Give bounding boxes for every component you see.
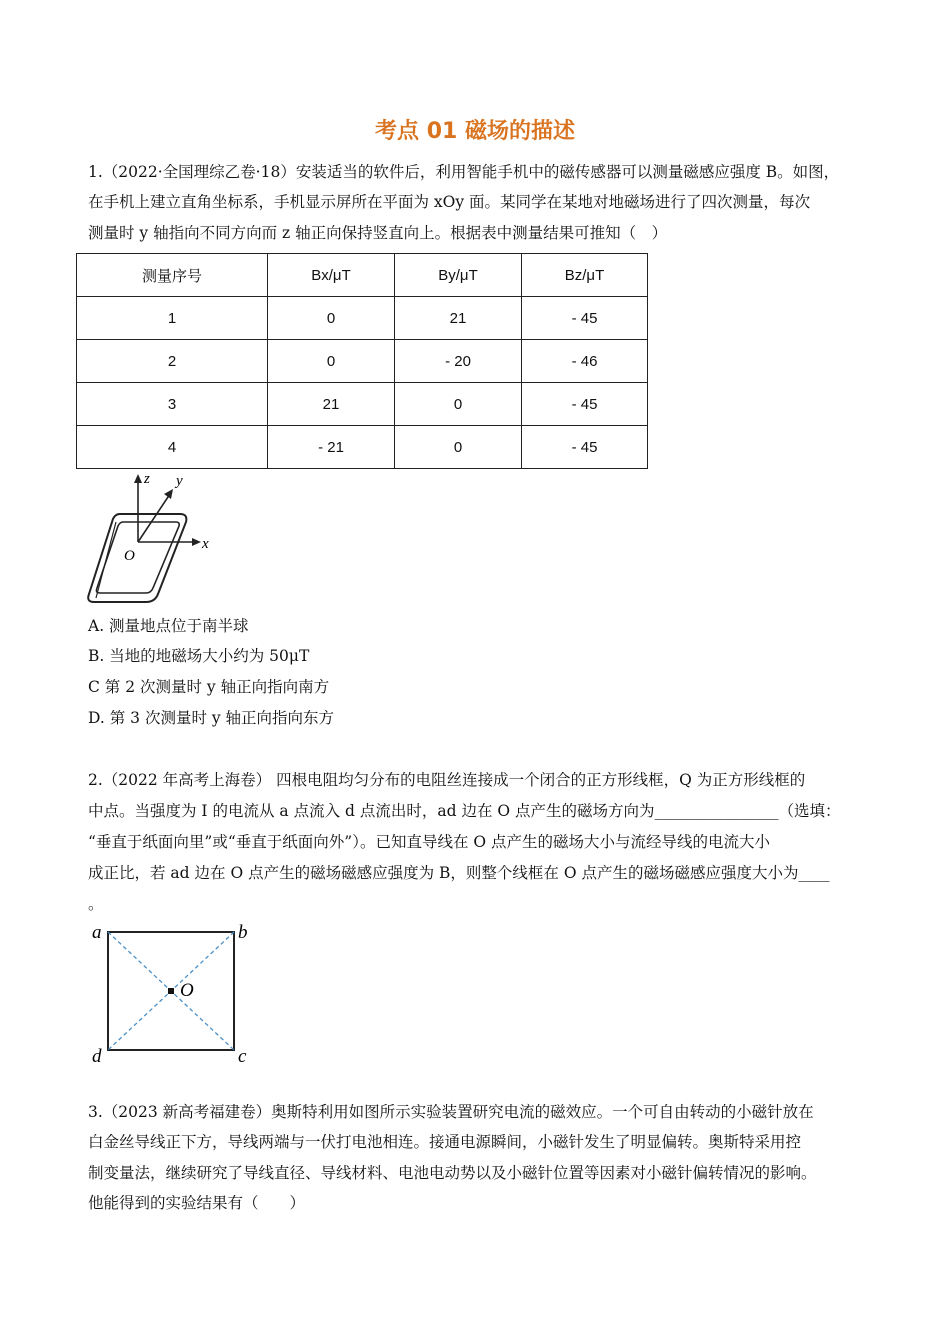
q1-option-a[interactable]: A. 测量地点位于南半球 bbox=[88, 617, 249, 635]
table-header-cell: By/μT bbox=[395, 254, 522, 297]
q3-line-3: 制变量法，继续研究了导线直径、导线材料、电池电动势以及小磁针位置等因素对小磁针偏转情况的影响。 bbox=[88, 1164, 817, 1182]
table-row bbox=[77, 383, 648, 426]
vertex-c-label: c bbox=[238, 1046, 247, 1064]
vertex-b-label: b bbox=[238, 922, 248, 943]
z-axis-label: z bbox=[144, 471, 150, 487]
table-cell: 4 bbox=[77, 426, 268, 469]
table-row bbox=[77, 426, 648, 469]
table-cell: - 21 bbox=[268, 426, 395, 469]
page-title: 考点 01 磁场的描述 bbox=[375, 119, 575, 144]
q1-line-1: 1.（2022·全国理综乙卷·18）安装适当的软件后，利用智能手机中的磁传感器可以测量磁感应强度 B。如图， bbox=[88, 163, 840, 181]
table-cell: 0 bbox=[395, 426, 522, 469]
x-axis-label: x bbox=[202, 536, 209, 552]
table-cell: 0 bbox=[268, 340, 395, 383]
table-cell: 2 bbox=[77, 340, 268, 383]
vertex-a-label: a bbox=[92, 922, 102, 943]
q1-line-3: 测量时 y 轴指向不同方向而 z 轴正向保持竖直向上。根据表中测量结果可推知（ ） bbox=[88, 224, 668, 242]
square-frame-figure bbox=[86, 918, 266, 1064]
table-cell: - 20 bbox=[395, 340, 522, 383]
table-cell: 1 bbox=[77, 297, 268, 340]
q2-line-3: “垂直于纸面向里”或“垂直于纸面向外”）。已知直导线在 O 点产生的磁场大小与流经导线的电流大小 bbox=[88, 833, 771, 851]
table-cell: - 45 bbox=[522, 297, 648, 340]
center-o-label: O bbox=[180, 980, 194, 1001]
table-row bbox=[77, 340, 648, 383]
table-row bbox=[77, 297, 648, 340]
table-header-cell: Bz/μT bbox=[522, 254, 648, 297]
table-header-row bbox=[77, 254, 648, 297]
table-cell: 21 bbox=[395, 297, 522, 340]
table-cell: 0 bbox=[268, 297, 395, 340]
q1-line-2: 在手机上建立直角坐标系，手机显示屏所在平面为 xOy 面。某同学在某地对地磁场进行了四次测量，每次 bbox=[88, 193, 811, 211]
q2-line-5: 。 bbox=[88, 895, 104, 913]
q1-option-d[interactable]: D. 第 3 次测量时 y 轴正向指向东方 bbox=[88, 709, 335, 727]
z-axis-arrow bbox=[134, 474, 142, 483]
table-cell: - 46 bbox=[522, 340, 648, 383]
table-cell: 3 bbox=[77, 383, 268, 426]
q3-line-4: 他能得到的实验结果有（ ） bbox=[88, 1194, 306, 1212]
q1-option-b[interactable]: B. 当地的地磁场大小约为 50μT bbox=[88, 647, 310, 665]
q3-line-2: 白金丝导线正下方，导线两端与一伏打电池相连。接通电源瞬间，小磁针发生了明显偏转。奥斯特采用控 bbox=[88, 1133, 802, 1151]
q1-option-c[interactable]: C 第 2 次测量时 y 轴正向指向南方 bbox=[88, 678, 330, 696]
center-point bbox=[168, 988, 174, 994]
origin-label: O bbox=[124, 548, 135, 564]
table-cell: 0 bbox=[395, 383, 522, 426]
vertex-d-label: d bbox=[92, 1046, 102, 1064]
measurement-table bbox=[76, 253, 648, 469]
table-cell: - 45 bbox=[522, 426, 648, 469]
q2-line-1: 2.（2022 年高考上海卷） 四根电阻均匀分布的电阻丝连接成一个闭合的正方形线框，Q 为正方形线框的 bbox=[88, 771, 806, 789]
table-cell: - 45 bbox=[522, 383, 648, 426]
q3-line-1: 3.（2023 新高考福建卷）奥斯特利用如图所示实验装置研究电流的磁效应。一个可自由转动的小磁针放在 bbox=[88, 1103, 814, 1121]
table-cell: 21 bbox=[268, 383, 395, 426]
table-header-cell: Bx/μT bbox=[268, 254, 395, 297]
q2-line-4: 成正比，若 ad 边在 O 点产生的磁场磁感应强度为 B，则整个线框在 O 点产生的磁场磁感应强度大小为____ bbox=[88, 864, 830, 882]
x-axis-arrow bbox=[192, 538, 201, 546]
phone-axes-figure bbox=[80, 470, 230, 610]
q2-line-2: 中点。当强度为 I 的电流从 a 点流入 d 点流出时，ad 边在 O 点产生的磁场方向为________________（选填： bbox=[88, 802, 841, 820]
table-header-cell: 测量序号 bbox=[77, 254, 268, 297]
y-axis-label: y bbox=[176, 473, 183, 489]
